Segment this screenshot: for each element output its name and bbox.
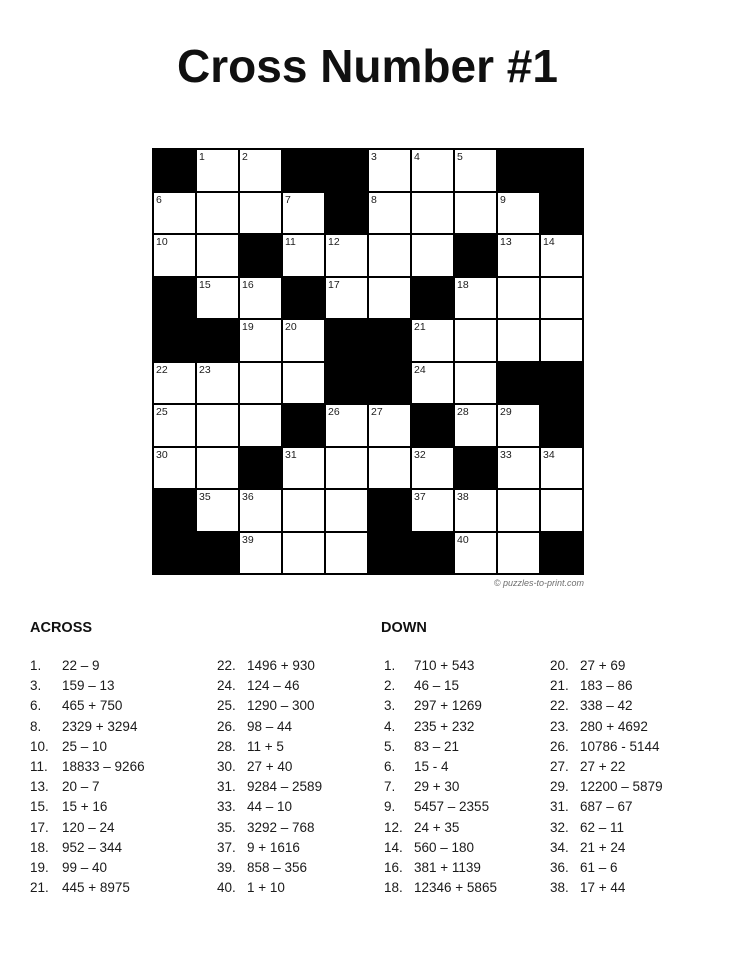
clue-row <box>384 737 497 757</box>
grid-cell-black <box>154 320 195 361</box>
cell-number: 18 <box>457 278 469 291</box>
grid-cell-black <box>498 150 539 191</box>
grid-cell <box>541 490 582 531</box>
clue-row <box>384 797 497 817</box>
grid-cell <box>283 448 324 489</box>
cell-number: 31 <box>285 448 297 461</box>
clue-row <box>384 777 497 797</box>
clue-row <box>30 838 145 858</box>
clue-expression: 17 + 44 <box>580 880 626 896</box>
across-clues-col1 <box>30 656 145 898</box>
grid-cell <box>240 320 281 361</box>
grid-cell <box>412 448 453 489</box>
grid-cell-black <box>326 320 367 361</box>
clue-number: 33. <box>217 799 236 815</box>
cell-number: 30 <box>156 448 168 461</box>
clue-row <box>550 676 663 696</box>
clue-number: 1. <box>384 658 396 673</box>
down-clues-col2 <box>550 656 663 898</box>
cell-number: 10 <box>156 236 168 248</box>
cell-number: 40 <box>457 533 469 546</box>
grid-cell-black <box>283 405 324 446</box>
grid-cell <box>369 150 410 191</box>
grid-cell <box>369 448 410 489</box>
grid-cell-black <box>326 363 367 404</box>
clue-expression: 27 + 69 <box>580 658 626 673</box>
clue-number: 34. <box>550 839 569 855</box>
grid-cell-black <box>326 193 367 234</box>
grid-cell <box>240 533 281 574</box>
grid-cell <box>412 193 453 234</box>
clue-number: 22. <box>217 658 236 673</box>
clue-number: 21. <box>30 880 49 896</box>
clue-number: 8. <box>30 718 42 734</box>
cell-number: 15 <box>199 278 211 291</box>
grid-cell <box>154 193 195 234</box>
grid-cell <box>369 405 410 446</box>
clue-number: 5. <box>384 738 396 754</box>
clue-number: 3. <box>384 698 396 714</box>
clue-number: 1. <box>30 658 42 673</box>
clue-expression: 15 + 16 <box>62 799 108 815</box>
cell-number: 11 <box>285 236 296 248</box>
clue-number: 40. <box>217 880 236 896</box>
clue-expression: 710 + 543 <box>414 658 475 673</box>
cell-number: 6 <box>156 193 162 206</box>
clue-row <box>550 818 663 838</box>
clue-expression: 338 – 42 <box>580 698 633 714</box>
clue-expression: 381 + 1139 <box>414 859 481 875</box>
clue-expression: 27 + 40 <box>247 758 293 774</box>
clue-expression: 27 + 22 <box>580 758 626 774</box>
clue-number: 12. <box>384 819 403 835</box>
clue-expression: 98 – 44 <box>247 718 293 734</box>
clue-expression: 46 – 15 <box>414 678 460 694</box>
clue-expression: 560 – 180 <box>414 839 475 855</box>
clue-expression: 858 – 356 <box>247 859 308 875</box>
grid-cell <box>541 278 582 319</box>
clue-number: 31. <box>217 779 236 795</box>
grid-cell <box>240 193 281 234</box>
grid-cell <box>197 405 238 446</box>
clue-row <box>217 838 322 858</box>
clue-expression: 235 + 232 <box>414 718 475 734</box>
grid-cell <box>541 448 582 489</box>
clue-row <box>550 858 663 878</box>
clue-expression: 124 – 46 <box>247 678 300 694</box>
clue-expression: 25 – 10 <box>62 738 108 754</box>
grid-cell <box>369 193 410 234</box>
clue-number: 38. <box>550 880 569 896</box>
clue-number: 37. <box>217 839 236 855</box>
clue-expression: 18833 – 9266 <box>62 758 145 774</box>
grid-cell <box>412 150 453 191</box>
clue-row <box>217 737 322 757</box>
grid-cell-black <box>154 533 195 574</box>
cell-number: 12 <box>328 236 340 248</box>
clue-expression: 465 + 750 <box>62 698 123 714</box>
across-clues-col2 <box>217 656 322 898</box>
clue-row <box>217 858 322 878</box>
grid-cell-black <box>412 278 453 319</box>
clue-expression: 1290 – 300 <box>247 698 315 714</box>
grid-cell <box>197 278 238 319</box>
clue-expression: 120 – 24 <box>62 819 115 835</box>
grid-cell <box>412 320 453 361</box>
clue-number: 24. <box>217 678 236 694</box>
clue-row <box>217 878 322 898</box>
grid-cell <box>197 235 238 276</box>
clue-number: 4. <box>384 718 396 734</box>
grid-cell <box>369 235 410 276</box>
clue-number: 20. <box>550 658 569 673</box>
clue-row <box>217 818 322 838</box>
clue-row <box>30 878 145 898</box>
grid-cell <box>240 405 281 446</box>
grid-cell <box>455 490 496 531</box>
clue-row <box>30 676 145 696</box>
clue-row <box>550 656 663 676</box>
clue-row <box>217 797 322 817</box>
grid-cell-black <box>197 320 238 361</box>
grid-cell <box>283 533 324 574</box>
clue-row <box>30 717 145 737</box>
clue-expression: 22 – 9 <box>62 658 100 673</box>
clue-row <box>550 757 663 777</box>
clue-row <box>217 717 322 737</box>
clue-number: 11. <box>30 758 48 774</box>
clue-number: 6. <box>384 758 396 774</box>
clue-expression: 15 - 4 <box>414 758 449 774</box>
grid-cell-black <box>541 363 582 404</box>
cell-number: 14 <box>543 236 555 248</box>
grid-cell-black <box>154 490 195 531</box>
clue-row <box>384 818 497 838</box>
cell-number: 23 <box>199 363 211 376</box>
clue-number: 7. <box>384 779 396 795</box>
grid-cell <box>154 448 195 489</box>
grid-cell <box>283 193 324 234</box>
clue-expression: 62 – 11 <box>580 819 625 835</box>
clue-expression: 687 – 67 <box>580 799 633 815</box>
clue-expression: 952 – 344 <box>62 839 123 855</box>
clue-row <box>30 818 145 838</box>
grid-cell <box>541 320 582 361</box>
grid-cell <box>498 278 539 319</box>
clue-number: 31. <box>550 799 569 815</box>
down-clues-col1 <box>384 656 497 898</box>
grid-cell <box>455 363 496 404</box>
clue-expression: 61 – 6 <box>580 859 618 875</box>
grid-cell <box>498 235 539 276</box>
clue-row <box>384 696 497 716</box>
grid-cell-black <box>455 448 496 489</box>
clue-number: 3. <box>30 678 42 694</box>
grid-cell <box>283 490 324 531</box>
clue-row <box>30 777 145 797</box>
clue-row <box>30 737 145 757</box>
clue-row <box>550 878 663 898</box>
grid-cell-black <box>369 533 410 574</box>
clue-number: 9. <box>384 799 396 815</box>
grid-cell <box>498 320 539 361</box>
cell-number: 3 <box>371 151 377 163</box>
grid-cell <box>326 448 367 489</box>
clue-expression: 1 + 10 <box>247 880 285 896</box>
cell-number: 7 <box>285 193 291 206</box>
grid-cell <box>283 363 324 404</box>
clue-number: 18. <box>384 880 403 896</box>
grid-cell <box>326 533 367 574</box>
clue-row <box>30 757 145 777</box>
cell-number: 28 <box>457 406 469 418</box>
cell-number: 33 <box>500 448 512 461</box>
grid-cell <box>240 150 281 191</box>
grid-cell-black <box>541 533 582 574</box>
grid-cell-black <box>541 405 582 446</box>
clue-number: 27. <box>550 758 569 774</box>
grid-cell-black <box>240 448 281 489</box>
clue-number: 14. <box>384 839 403 855</box>
grid-cell-black <box>412 405 453 446</box>
grid-cell <box>154 363 195 404</box>
grid-cell <box>326 278 367 319</box>
cell-number: 36 <box>242 491 254 503</box>
cell-number: 22 <box>156 363 168 376</box>
cell-number: 26 <box>328 406 340 418</box>
grid-cell <box>154 235 195 276</box>
grid-cell <box>326 235 367 276</box>
clue-number: 18. <box>30 839 49 855</box>
cell-number: 35 <box>199 491 211 503</box>
clue-row <box>30 797 145 817</box>
clue-row <box>217 777 322 797</box>
grid-cell-black <box>541 193 582 234</box>
cell-number: 4 <box>414 151 420 163</box>
grid-cell <box>240 490 281 531</box>
clue-expression: 445 + 8975 <box>62 880 130 896</box>
clue-row <box>550 696 663 716</box>
grid-cell <box>240 363 281 404</box>
cell-number: 29 <box>500 406 512 418</box>
clue-row <box>550 717 663 737</box>
cell-number: 27 <box>371 406 383 418</box>
clue-expression: 9 + 1616 <box>247 839 300 855</box>
down-heading: DOWN <box>381 620 427 636</box>
clue-row <box>550 797 663 817</box>
cell-number: 34 <box>543 448 555 461</box>
grid-cell-black <box>326 150 367 191</box>
clue-expression: 99 – 40 <box>62 859 108 875</box>
cell-number: 25 <box>156 406 168 418</box>
grid-cell <box>412 235 453 276</box>
grid-cell <box>455 150 496 191</box>
grid-cell-black <box>154 150 195 191</box>
clue-expression: 2329 + 3294 <box>62 718 138 734</box>
puzzle-grid <box>152 148 584 575</box>
clue-expression: 11 + 5 <box>247 738 284 754</box>
cell-number: 19 <box>242 321 254 333</box>
clue-row <box>30 696 145 716</box>
grid-cell <box>326 490 367 531</box>
grid-cell <box>541 235 582 276</box>
clue-number: 19. <box>30 859 49 875</box>
grid-cell <box>283 235 324 276</box>
cell-number: 38 <box>457 491 469 503</box>
clue-expression: 183 – 86 <box>580 678 633 694</box>
clue-expression: 9284 – 2589 <box>247 779 323 795</box>
clue-number: 10. <box>30 738 49 754</box>
grid-cell-black <box>197 533 238 574</box>
grid-cell-black <box>455 235 496 276</box>
grid-cell <box>455 278 496 319</box>
clue-row <box>217 676 322 696</box>
grid-cell <box>498 533 539 574</box>
clue-number: 29. <box>550 779 569 795</box>
cell-number: 1 <box>199 151 205 163</box>
clue-row <box>384 878 497 898</box>
cell-number: 8 <box>371 193 377 206</box>
grid-cell <box>197 193 238 234</box>
clue-number: 17. <box>30 819 49 835</box>
clue-row <box>384 757 497 777</box>
grid-cell <box>455 193 496 234</box>
clue-expression: 10786 - 5144 <box>580 738 660 754</box>
cell-number: 21 <box>414 321 426 333</box>
grid-cell <box>412 363 453 404</box>
clue-expression: 159 – 13 <box>62 678 115 694</box>
across-heading: ACROSS <box>30 620 93 636</box>
grid-cell-black <box>369 363 410 404</box>
cell-number: 37 <box>414 491 426 503</box>
clue-expression: 297 + 1269 <box>414 698 482 714</box>
page-title: Cross Number #1 <box>177 40 558 92</box>
clue-expression: 1496 + 930 <box>247 658 315 673</box>
grid-cell <box>455 533 496 574</box>
clue-number: 25. <box>217 698 236 714</box>
clue-number: 13. <box>30 779 49 795</box>
grid-cell <box>283 320 324 361</box>
grid-cell <box>412 490 453 531</box>
clue-number: 23. <box>550 718 569 734</box>
clue-row <box>384 858 497 878</box>
clue-number: 30. <box>217 758 236 774</box>
cell-number: 24 <box>414 363 426 376</box>
clue-expression: 3292 – 768 <box>247 819 315 835</box>
copyright-note: © puzzles-to-print.com <box>493 578 584 588</box>
cell-number: 13 <box>500 236 512 248</box>
grid-cell <box>369 278 410 319</box>
clue-number: 6. <box>30 698 42 714</box>
grid-cell <box>498 405 539 446</box>
clue-row <box>30 858 145 878</box>
clue-row <box>30 656 145 676</box>
clue-row <box>550 737 663 757</box>
clue-row <box>550 777 663 797</box>
clue-number: 36. <box>550 859 569 875</box>
cell-number: 9 <box>500 193 506 206</box>
clue-row <box>384 656 497 676</box>
clue-row <box>217 696 322 716</box>
clue-row <box>217 656 322 676</box>
clue-expression: 24 + 35 <box>414 819 460 835</box>
clue-row <box>550 838 663 858</box>
cell-number: 17 <box>328 278 340 291</box>
clue-number: 28. <box>217 738 236 754</box>
grid-cell-black <box>541 150 582 191</box>
clue-expression: 83 – 21 <box>414 738 460 754</box>
clue-number: 39. <box>217 859 236 875</box>
cell-number: 32 <box>414 448 426 461</box>
grid-cell <box>197 448 238 489</box>
grid-cell <box>154 405 195 446</box>
clue-expression: 280 + 4692 <box>580 718 648 734</box>
grid-cell <box>498 448 539 489</box>
clue-number: 15. <box>30 799 49 815</box>
clue-expression: 44 – 10 <box>247 799 293 815</box>
grid-cell <box>455 405 496 446</box>
grid-cell <box>455 320 496 361</box>
grid-cell-black <box>412 533 453 574</box>
clue-number: 26. <box>217 718 236 734</box>
clue-number: 22. <box>550 698 569 714</box>
grid-cell <box>197 363 238 404</box>
grid-cell-black <box>369 490 410 531</box>
clue-number: 2. <box>384 678 396 694</box>
clue-number: 26. <box>550 738 569 754</box>
clue-expression: 20 – 7 <box>62 779 100 795</box>
grid-cell-black <box>283 278 324 319</box>
clue-row <box>384 717 497 737</box>
clue-number: 35. <box>217 819 236 835</box>
grid-cell <box>197 150 238 191</box>
clue-number: 16. <box>384 859 403 875</box>
grid-cell <box>498 490 539 531</box>
clue-expression: 12346 + 5865 <box>414 880 497 896</box>
clue-expression: 21 + 24 <box>580 839 626 855</box>
grid-cell <box>326 405 367 446</box>
clue-number: 21. <box>550 678 569 694</box>
clue-expression: 12200 – 5879 <box>580 779 663 795</box>
clue-expression: 5457 – 2355 <box>414 799 490 815</box>
cell-number: 20 <box>285 321 297 333</box>
grid-cell <box>240 278 281 319</box>
grid-cell-black <box>283 150 324 191</box>
grid-cell-black <box>498 363 539 404</box>
cell-number: 5 <box>457 151 463 163</box>
clue-row <box>384 676 497 696</box>
clue-number: 32. <box>550 819 569 835</box>
cell-number: 2 <box>242 151 248 163</box>
clue-row <box>217 757 322 777</box>
grid-cell-black <box>369 320 410 361</box>
cell-number: 39 <box>242 533 254 546</box>
grid-cell-black <box>154 278 195 319</box>
grid-cell-black <box>240 235 281 276</box>
clue-row <box>384 838 497 858</box>
grid-cell <box>498 193 539 234</box>
clue-expression: 29 + 30 <box>414 779 460 795</box>
cell-number: 16 <box>242 278 254 291</box>
grid-cell <box>197 490 238 531</box>
